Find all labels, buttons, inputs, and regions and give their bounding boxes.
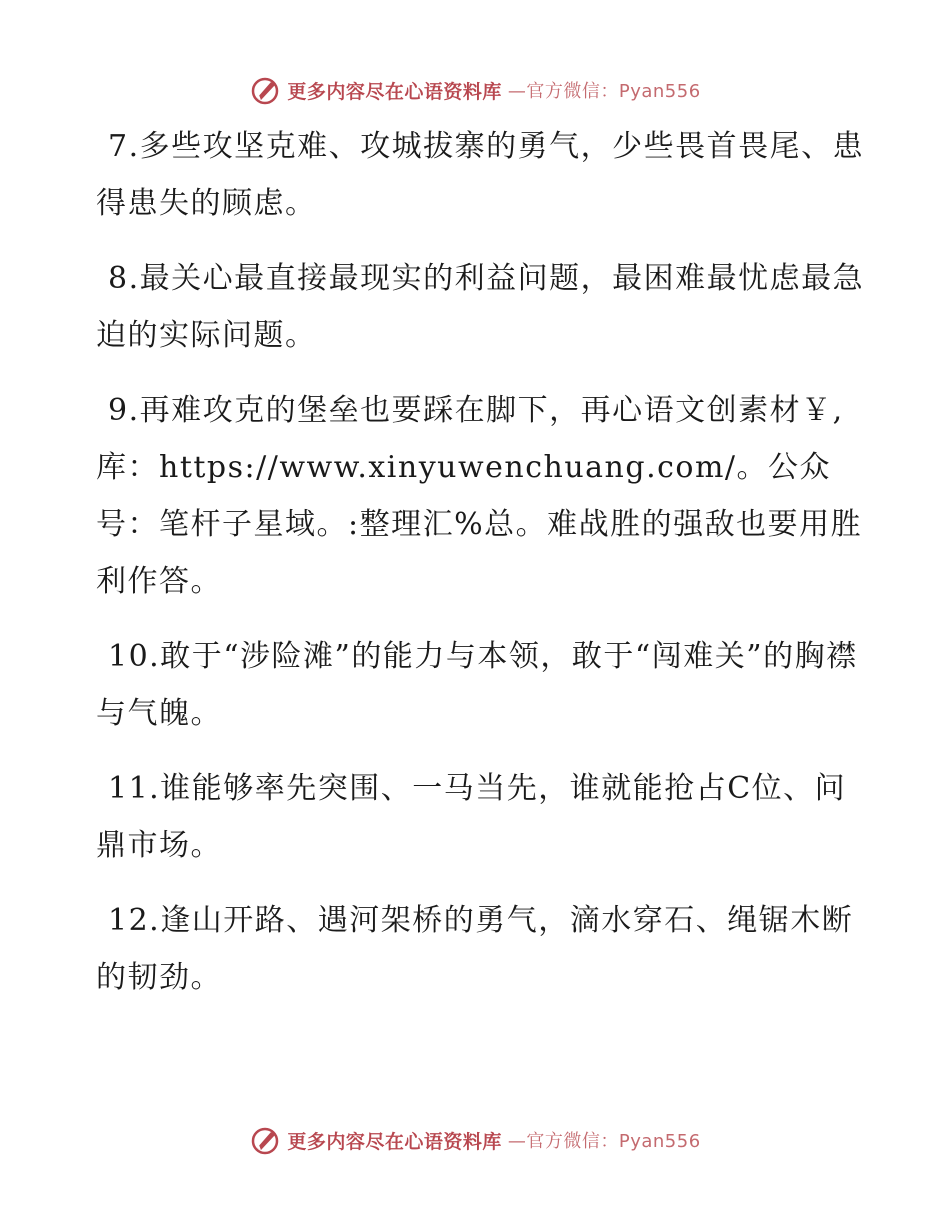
paragraph-text: 再难攻克的堡垒也要踩在脚下，再心语文创素材￥,库：https://www.xinyuwenchuang.com/。公众号：笔杆子星域。:整理汇%总。难战胜的强敌也要用胜利作答。 xyxy=(96,393,863,599)
paragraph-text: 最关心最直接最现实的利益问题，最困难最忧虑最急迫的实际问题。 xyxy=(96,261,865,353)
header-banner xyxy=(0,70,950,110)
pen-nib-circle-icon xyxy=(249,1124,281,1156)
document-body xyxy=(96,118,866,1024)
paragraph-number: 10. xyxy=(108,639,161,674)
paragraph-12 xyxy=(96,892,866,1006)
paragraph-number: 11. xyxy=(108,771,161,806)
paragraph-9 xyxy=(96,382,866,610)
footer-official-text: —官方微信：Pyan556 xyxy=(507,1131,701,1152)
header-official-text: —官方微信：Pyan556 xyxy=(507,81,701,102)
paragraph-10 xyxy=(96,628,866,742)
header-brand-text: 更多内容尽在心语资料库 xyxy=(287,80,502,103)
footer-banner xyxy=(0,1120,950,1160)
paragraph-number: 7. xyxy=(108,129,140,164)
footer-brand-text: 更多内容尽在心语资料库 xyxy=(287,1130,502,1153)
pen-nib-circle-icon xyxy=(249,74,281,106)
paragraph-text: 敢于“涉险滩”的能力与本领，敢于“闯难关”的胸襟与气魄。 xyxy=(96,639,858,731)
paragraph-number: 8. xyxy=(108,261,140,296)
paragraph-11 xyxy=(96,760,866,874)
paragraph-text: 逢山开路、遇河架桥的勇气，滴水穿石、绳锯木断的韧劲。 xyxy=(96,903,854,995)
paragraph-text: 多些攻坚克难、攻城拔寨的勇气，少些畏首畏尾、患得患失的顾虑。 xyxy=(96,129,865,221)
paragraph-text: 谁能够率先突围、一马当先，谁就能抢占C位、问鼎市场。 xyxy=(96,771,847,863)
paragraph-number: 9. xyxy=(108,393,140,428)
paragraph-8 xyxy=(96,250,866,364)
paragraph-7 xyxy=(96,118,866,232)
paragraph-number: 12. xyxy=(108,903,161,938)
